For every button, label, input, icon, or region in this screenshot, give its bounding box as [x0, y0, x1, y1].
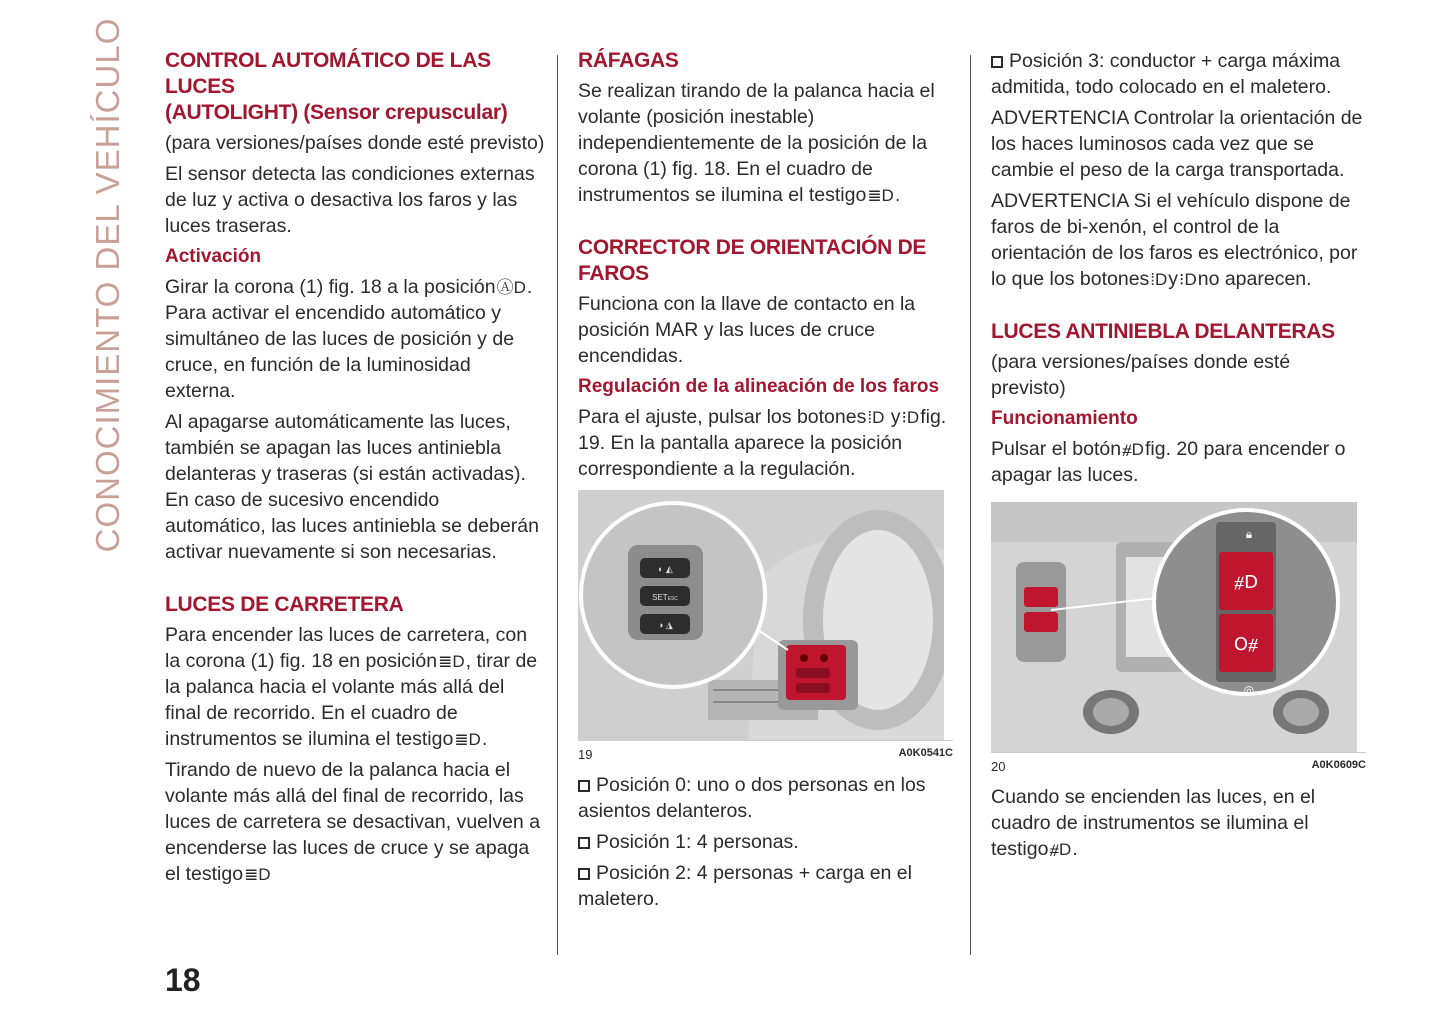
high-beam-icon: ≣D [244, 865, 271, 884]
headlamp-adjust-down-icon: ⁝D [1179, 270, 1197, 289]
svg-text:◎: ◎ [1243, 683, 1255, 697]
side-section-title [88, 17, 128, 553]
page-number: 18 [165, 962, 201, 998]
side-section-title-text: CONOCIMIENTO DEL VEHÍCULO [89, 17, 126, 553]
carretera-on-text: Para encender las luces de carretera, con la corona (1) fig. 18 en posición≣D, tirar de la palanca hacia el volante más allá del final de recorrido. En el cuadro de instrumentos se ilumina el testigo≣D. [165, 624, 538, 750]
svg-text:🔒︎: 🔒︎ [1245, 527, 1253, 541]
corrector-text: Funciona con la llave de contacto en la posición MAR y las luces de cruce encendidas. [578, 293, 916, 367]
position-2: Posición 2: 4 personas + carga en el maletero. [578, 862, 912, 910]
activacion-text: Girar la corona (1) fig. 18 a la posiciónⒶD. Para activar el encendido automático y simultáneo de las luces de posición y de cruce, en función de la luminosidad externa. [165, 276, 533, 402]
heading-rafagas: RÁFAGAS [578, 49, 679, 72]
svg-text:⧣D: ⧣D [1233, 572, 1259, 593]
heading-antiniebla: LUCES ANTINIEBLA DELANTERAS [991, 320, 1335, 343]
high-beam-icon: ≣D [454, 730, 481, 749]
checkbox-square-icon [991, 56, 1003, 68]
svg-text:O⧣: O⧣ [1233, 634, 1259, 655]
checkbox-square-icon [578, 780, 590, 792]
figure-19-number: 19 [578, 747, 593, 762]
svg-text:SETESC: SETESC [652, 593, 678, 602]
position-1: Posición 1: 4 personas. [578, 829, 953, 855]
figure-19 [578, 490, 953, 741]
svg-text:◐ ◭: ◐ ◭ [658, 564, 673, 574]
advertencia-1: ADVERTENCIA Controlar la orientación de los haces luminosos cada vez que se cambie el peso de la carga transportada. [991, 107, 1363, 181]
fog-light-icon: ⧣D [1049, 840, 1072, 859]
heading-autolight-line2: (AUTOLIGHT) (Sensor crepuscular) [165, 101, 508, 124]
figure-20-code: A0K0609C [1311, 759, 1366, 771]
figure-19-image [578, 490, 944, 740]
headlamp-adjust-up-icon: ⁞D [867, 408, 885, 427]
headlamp-adjust-down-icon: ⁝D [901, 408, 920, 427]
heading-activacion: Activación [165, 246, 262, 267]
regulacion-text: Para el ajuste, pulsar los botones⁞D y⁝Dfig. 19. En la pantalla aparece la posición correspondiente a la regulación. [578, 406, 947, 480]
position-3: Posición 3: conductor + carga máxima admitida, todo colocado en el maletero. [991, 50, 1341, 98]
heading-autolight-line1: CONTROL AUTOMÁTICO DE LAS LUCES [165, 49, 491, 98]
svg-text:◑ ◮: ◑ ◮ [658, 620, 673, 630]
figure-20-number: 20 [991, 759, 1006, 774]
auto-light-icon: ⒶD [496, 278, 526, 297]
figure-20 [991, 502, 1366, 753]
antiniebla-availability: (para versiones/países donde esté previsto) [991, 351, 1291, 399]
checkbox-square-icon [578, 868, 590, 880]
autolight-availability: (para versiones/países donde esté previsto) [165, 132, 545, 154]
position-0: Posición 0: uno o dos personas en los asientos delanteros. [578, 774, 926, 822]
autolight-off-text: Al apagarse automáticamente las luces, también se apagan las luces antiniebla delanteras y traseras (si están activadas). En caso de sucesivo encendido automático, las luces antiniebla se deberán activar nuevamente si son necesarias. [165, 411, 539, 563]
fog-light-icon: ⧣D [1122, 440, 1144, 459]
carretera-off-text: Tirando de nuevo de la palanca hacia el volante más allá del final de recorrido, las luces de carretera se desactivan, vuelven a encenderse las luces de cruce y se apaga el testigo≣D [165, 759, 541, 885]
column-1 [165, 48, 545, 892]
heading-regulacion: Regulación de la alineación de los faros [578, 376, 940, 397]
figure-19-code: A0K0541C [898, 747, 953, 759]
high-beam-icon: ≣D [867, 186, 894, 205]
headlamp-adjust-up-icon: ⁞D [1150, 270, 1168, 289]
figure-19-caption [578, 747, 953, 762]
column-divider [557, 55, 558, 955]
rafagas-text: Se realizan tirando de la palanca hacia el volante (posición inestable) independientemente de la posición de la corona (1) fig. 18. En el cuadro de instrumentos se ilumina el testigo≣D. [578, 80, 935, 206]
heading-corrector: CORRECTOR DE ORIENTACIÓN DE FAROS [578, 236, 927, 285]
figure-20-image [991, 502, 1357, 752]
heading-luces-carretera: LUCES DE CARRETERA [165, 593, 404, 616]
advertencia-2: ADVERTENCIA Si el vehículo dispone de faros de bi-xenón, el control de la orientación de los faros es electrónico, por lo que los botones⁞Dy⁝Dno aparecen. [991, 190, 1358, 290]
testigo-antiniebla-text: Cuando se encienden las luces, en el cuadro de instrumentos se ilumina el testigo⧣D. [991, 786, 1316, 860]
heading-funcionamiento: Funcionamiento [991, 408, 1138, 429]
column-divider [970, 55, 971, 955]
autolight-description: El sensor detecta las condiciones externas de luz y activa o desactiva los faros y las luces traseras. [165, 163, 535, 237]
column-3 [991, 48, 1366, 867]
funcionamiento-text: Pulsar el botón⧣Dfig. 20 para encender o apagar las luces. [991, 438, 1346, 486]
high-beam-icon: ≣D [438, 652, 465, 671]
column-2 [578, 48, 953, 917]
checkbox-square-icon [578, 837, 590, 849]
figure-20-caption [991, 759, 1366, 774]
